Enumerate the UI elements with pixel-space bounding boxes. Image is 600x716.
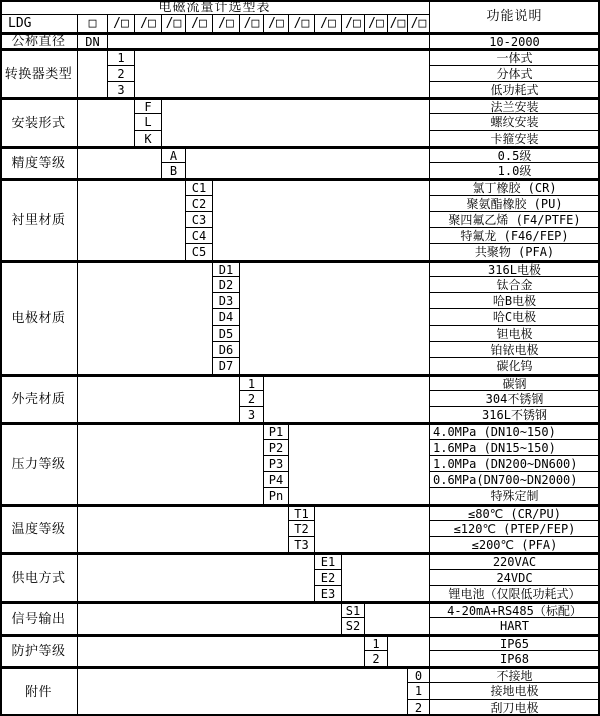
empty-left-span bbox=[78, 49, 108, 98]
option-desc-cell: 220VAC bbox=[430, 553, 600, 570]
option-desc-cell: 卡箍安装 bbox=[430, 131, 600, 147]
category-label: 信号输出 bbox=[0, 602, 78, 635]
option-code-cell: K bbox=[135, 131, 162, 147]
option-code-cell: D2 bbox=[213, 277, 240, 293]
model-slot-box: /□ bbox=[365, 15, 388, 33]
option-code-cell: D7 bbox=[213, 358, 240, 375]
empty-left-span bbox=[78, 602, 342, 635]
empty-right-span bbox=[240, 261, 430, 375]
option-desc-cell: ≤120℃ (PTEP/FEP) bbox=[430, 521, 600, 537]
option-desc-cell: 304不锈钢 bbox=[430, 391, 600, 407]
option-desc-cell: 4.0MPa (DN10~150) bbox=[430, 423, 600, 440]
page-title: 电磁流量计选型表 bbox=[0, 0, 430, 15]
model-first-slot-box: □ bbox=[78, 15, 108, 33]
option-code-cell: C3 bbox=[186, 212, 213, 228]
model-slot-box: /□ bbox=[162, 15, 186, 33]
option-code-cell: E1 bbox=[315, 553, 342, 570]
option-code-cell: 1 bbox=[365, 635, 388, 651]
option-desc-cell: 聚氨酯橡胶 (PU) bbox=[430, 196, 600, 212]
option-code-cell: D3 bbox=[213, 293, 240, 309]
model-code-label: LDG bbox=[0, 15, 78, 33]
option-desc-cell: HART bbox=[430, 618, 600, 635]
option-code-cell: C1 bbox=[186, 179, 213, 196]
model-slot-box: /□ bbox=[108, 15, 135, 33]
option-desc-cell: 1.6MPa (DN15~150) bbox=[430, 440, 600, 456]
option-code-cell: S1 bbox=[342, 602, 365, 618]
option-code-cell: S2 bbox=[342, 618, 365, 635]
option-code-cell: L bbox=[135, 114, 162, 131]
model-slot-box: /□ bbox=[240, 15, 264, 33]
empty-right-span bbox=[289, 423, 430, 505]
empty-left-span bbox=[78, 423, 264, 505]
option-code-cell: P4 bbox=[264, 472, 289, 488]
empty-left-span bbox=[78, 179, 186, 261]
option-desc-cell: 一体式 bbox=[430, 49, 600, 66]
model-slot-box: /□ bbox=[213, 15, 240, 33]
option-desc-cell: 聚四氟乙烯 (F4/PTFE) bbox=[430, 212, 600, 228]
empty-right-span bbox=[388, 635, 430, 667]
option-code-cell: 2 bbox=[408, 700, 430, 716]
option-code-cell: D1 bbox=[213, 261, 240, 277]
option-desc-cell: 锂电池（仅限低功耗式） bbox=[430, 586, 600, 602]
model-slot-box: /□ bbox=[186, 15, 213, 33]
option-desc-cell: ≤80℃ (CR/PU) bbox=[430, 505, 600, 521]
option-desc-cell: 1.0MPa (DN200~DN600) bbox=[430, 456, 600, 472]
category-label: 供电方式 bbox=[0, 553, 78, 602]
option-desc-cell: 分体式 bbox=[430, 66, 600, 82]
category-label: 衬里材质 bbox=[0, 179, 78, 261]
empty-right-span bbox=[365, 602, 430, 635]
option-code-cell: D6 bbox=[213, 342, 240, 358]
empty-right-span bbox=[162, 98, 430, 147]
option-desc-cell: 螺纹安装 bbox=[430, 114, 600, 131]
model-slot-box: /□ bbox=[408, 15, 430, 33]
option-desc-cell: 钛合金 bbox=[430, 277, 600, 293]
option-desc-cell: IP68 bbox=[430, 651, 600, 667]
option-code-cell: 2 bbox=[365, 651, 388, 667]
option-code-cell: P1 bbox=[264, 423, 289, 440]
option-code-cell: A bbox=[162, 147, 186, 163]
option-code-cell: T2 bbox=[289, 521, 315, 537]
option-desc-cell: 接地电极 bbox=[430, 683, 600, 700]
option-code-cell: 2 bbox=[108, 66, 135, 82]
category-label: 精度等级 bbox=[0, 147, 78, 179]
option-desc-cell: 铂铱电极 bbox=[430, 342, 600, 358]
option-desc-cell: 特殊定制 bbox=[430, 488, 600, 505]
option-desc-cell: IP65 bbox=[430, 635, 600, 651]
option-desc-cell: 1.0级 bbox=[430, 163, 600, 179]
option-desc-cell: 316L不锈钢 bbox=[430, 407, 600, 423]
category-label: 安装形式 bbox=[0, 98, 78, 147]
option-desc-cell: 钽电极 bbox=[430, 326, 600, 342]
empty-right-span bbox=[108, 33, 430, 49]
option-code-cell: 1 bbox=[408, 683, 430, 700]
empty-right-span bbox=[264, 375, 430, 423]
model-slot-box: /□ bbox=[135, 15, 162, 33]
option-code-cell: D4 bbox=[213, 309, 240, 326]
category-label: 转换器类型 bbox=[0, 49, 78, 98]
option-desc-cell: 共聚物 (PFA) bbox=[430, 244, 600, 261]
model-slot-box: /□ bbox=[315, 15, 342, 33]
option-code-cell: F bbox=[135, 98, 162, 114]
option-desc-cell: 哈B电极 bbox=[430, 293, 600, 309]
option-desc-cell: 不接地 bbox=[430, 667, 600, 683]
option-code-cell: E2 bbox=[315, 570, 342, 586]
category-label: 温度等级 bbox=[0, 505, 78, 553]
option-desc-cell: 0.5级 bbox=[430, 147, 600, 163]
empty-left-span bbox=[78, 147, 162, 179]
option-code-cell: C5 bbox=[186, 244, 213, 261]
model-slot-box: /□ bbox=[264, 15, 289, 33]
option-code-cell: 1 bbox=[108, 49, 135, 66]
option-desc-cell: 低功耗式 bbox=[430, 82, 600, 98]
option-code-cell: P2 bbox=[264, 440, 289, 456]
option-code-cell: T3 bbox=[289, 537, 315, 553]
option-desc-cell: 哈C电极 bbox=[430, 309, 600, 326]
category-label: 电极材质 bbox=[0, 261, 78, 375]
category-label: 外壳材质 bbox=[0, 375, 78, 423]
option-code-cell: D5 bbox=[213, 326, 240, 342]
empty-left-span bbox=[78, 375, 240, 423]
model-slot-box: /□ bbox=[342, 15, 365, 33]
category-label: 压力等级 bbox=[0, 423, 78, 505]
option-desc-cell: 0.6MPa(DN700~DN2000) bbox=[430, 472, 600, 488]
option-desc-cell: 24VDC bbox=[430, 570, 600, 586]
option-desc-cell: 碳钢 bbox=[430, 375, 600, 391]
category-label: 附件 bbox=[0, 667, 78, 716]
option-code-cell: 2 bbox=[240, 391, 264, 407]
empty-right-span bbox=[186, 147, 430, 179]
empty-left-span bbox=[78, 667, 408, 716]
option-desc-cell: 法兰安装 bbox=[430, 98, 600, 114]
option-code-cell: 0 bbox=[408, 667, 430, 683]
empty-left-span bbox=[78, 98, 135, 147]
option-desc-cell: 10-2000 bbox=[430, 33, 600, 49]
option-code-cell: E3 bbox=[315, 586, 342, 602]
option-desc-cell: 4-20mA+RS485（标配） bbox=[430, 602, 600, 618]
category-label: 防护等级 bbox=[0, 635, 78, 667]
option-desc-cell: ≤200℃ (PFA) bbox=[430, 537, 600, 553]
option-code-cell: C2 bbox=[186, 196, 213, 212]
empty-left-span bbox=[78, 553, 315, 602]
option-code-cell: C4 bbox=[186, 228, 213, 244]
option-code-cell: 3 bbox=[240, 407, 264, 423]
option-desc-cell: 刮刀电极 bbox=[430, 700, 600, 716]
option-code-cell: T1 bbox=[289, 505, 315, 521]
empty-left-span bbox=[78, 261, 213, 375]
function-description-header: 功能说明 bbox=[430, 0, 600, 33]
model-slot-box: /□ bbox=[289, 15, 315, 33]
category-label: 公称直径 bbox=[0, 33, 78, 49]
empty-right-span bbox=[213, 179, 430, 261]
option-desc-cell: 316L电极 bbox=[430, 261, 600, 277]
option-code-cell: Pn bbox=[264, 488, 289, 505]
model-slot-box: /□ bbox=[388, 15, 408, 33]
option-code-cell: P3 bbox=[264, 456, 289, 472]
option-code-cell: B bbox=[162, 163, 186, 179]
empty-right-span bbox=[135, 49, 430, 98]
empty-left-span bbox=[78, 505, 289, 553]
option-desc-cell: 碳化钨 bbox=[430, 358, 600, 375]
empty-left-span bbox=[78, 635, 365, 667]
option-code-cell: DN bbox=[78, 33, 108, 49]
empty-right-span bbox=[315, 505, 430, 553]
option-code-cell: 3 bbox=[108, 82, 135, 98]
option-code-cell: 1 bbox=[240, 375, 264, 391]
option-desc-cell: 氯丁橡胶 (CR) bbox=[430, 179, 600, 196]
empty-right-span bbox=[342, 553, 430, 602]
option-desc-cell: 特氟龙 (F46/FEP) bbox=[430, 228, 600, 244]
